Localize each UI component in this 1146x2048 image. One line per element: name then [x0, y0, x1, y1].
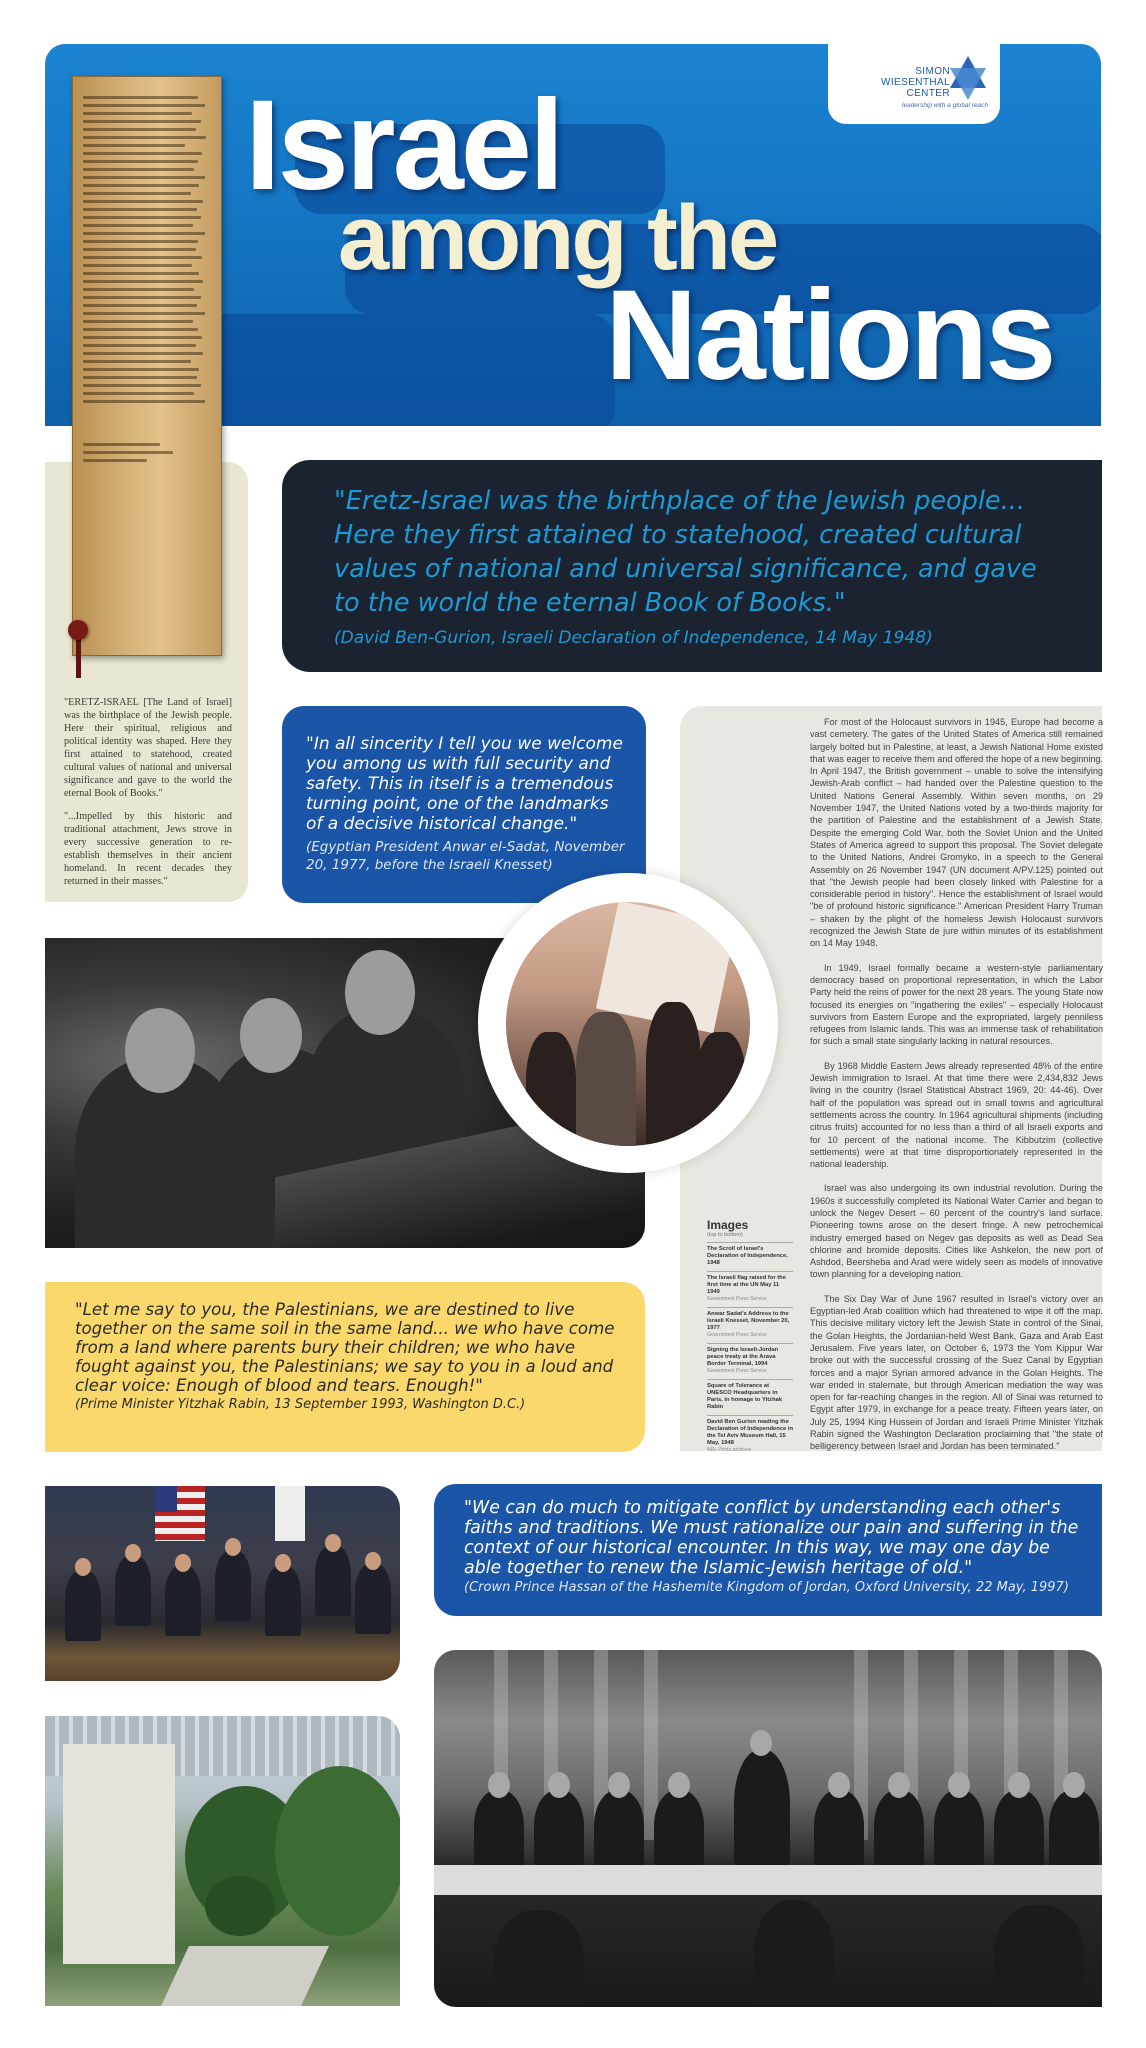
image-credit-caption: Signing the Israeli-Jordan peace treaty at the Arava Border Terminal, 1994	[707, 1347, 779, 1367]
history-para: For most of the Holocaust survivors in 1945, Europe had become a vast cemetery. The gates of the United States of America still remained largely bolted but in Palestine, at least, a Jewish National Home existed that was eager to receive them and offered the hope of a new beginning. In April 1947, the British government – unable to solve the intensifying Jewish-Arab conflict – had handed over the Palestine question to the United Nations General Assembly. Within seven months, on 29 November 1947, the United Nations voted by a two-thirds majority for the partition of Palestine and the establishment of a Jewish State. Despite the emerging Cold War, both the Soviet Union and the United States of America agreed to support this proposal. The Soviet delegate to the United Nations, Andrei Gromyko, in a speech to the General Assembly on 26 November 1947 (UN document A/PV.125) pointed out that "the Jewish people had been closely linked with Palestine for a considerable period in history". Hence the establishment of Israel would "be of profound historic significance." American President Harry Truman – shaken by the plight of the homeless Jewish Holocaust survivors recognized the Jewish State de jure within minutes of its establishment on 14 May 1948.	[810, 717, 1103, 949]
image-credit-item	[707, 1343, 793, 1379]
hassan-quote-text: "We can do much to mitigate conflict by understanding each other's faiths and traditions. We must rationalize our pain and suffering in the context of our historical encounter. In this way, we may one day be able together to renew the Islamic-Jewish heritage of old."	[464, 1498, 1079, 1578]
logo-line2: WIESENTHAL	[880, 77, 950, 88]
image-credit-source: NRL Photo archives	[707, 1447, 752, 1453]
history-para: Israel was also undergoing its own industrial revolution. During the 1960s it successfully completed its National Water Carrier and began to unlock the Negev Desert – 60 percent of the country's land surface. Pioneering towns arose on the desert fringe. A new petrochemical industry emerged based on Negev gas deposits as well as Dead Sea chlorine and bromide deposits. Cities like Ashkelon, the new port of Ashdod, Beersheba and Arad were widely seen as models of innovative town planning for a developing nation.	[810, 1183, 1103, 1280]
scroll-ribbon	[76, 638, 81, 678]
logo-line1: SIMON	[915, 66, 950, 77]
image-credit-item	[707, 1379, 793, 1415]
page-title-line3: Nations	[605, 264, 1054, 407]
peace-treaty-signing-photo	[45, 1486, 400, 1681]
image-credit-caption: Square of Tolerance at UNESCO Headquarters in Paris, in homage to Yitzhak Rabin	[707, 1383, 783, 1410]
sadat-quote	[282, 706, 646, 903]
star-of-david-icon	[946, 54, 990, 104]
rabin-quote	[45, 1282, 645, 1452]
image-credit-caption: The Israeli flag raised for the first time at the UN May 11 1949	[707, 1275, 786, 1295]
history-para: In 1949, Israel formally became a western-style parliamentary democracy based on proportional representation, in which the Labor Party held the reins of power for the next 28 years. The young State now focused its energies on "ingathering the exiles" – especially Holocaust survivors from Eastern Europe and the expropriated, largely penniless refugees from Islamic lands. This was an immense task of rehabilitation for such a small state singularly lacking in natural resources.	[810, 962, 1103, 1047]
history-para: The Six Day War of June 1967 resulted in Israel's victory over an Egyptian-led Arab coalition which had threatened to wipe it off the map. This decisive military victory left the Jewish State in control of the Sinai, the Golan Heights, the Jordanian-held West Bank, Gaza and Arab East Jerusalem. Five years later, on October 6, 1973 the Yom Kippur War broke out with the successful crossing of the Suez Canal by Egyptian forces and a major Syrian armored advance in the Golan Heights. The war ended in stalemate, but through American mediation the way was open for far-reaching changes in the region. All of Sinai was returned to Egypt after 1979, in exchange for a peace treaty. Fifteen years later, on July 25, 1994 King Hussein of Jordan and Israeli Prime Minister Yitzhak Rabin signed the Washington Declaration proclaiming that "the state of belligerency between Israel and Jordan has been terminated."	[810, 1293, 1103, 1452]
hassan-quote	[434, 1484, 1102, 1616]
image-credit-caption: Anwar Sadat's Address to the Israeli Knesset, November 20, 1977	[707, 1311, 790, 1331]
image-credit-item	[707, 1242, 793, 1271]
banner-stripe	[195, 314, 615, 426]
image-credits-heading: Images	[707, 1218, 749, 1232]
image-credit-source: Government Press Service	[707, 1296, 767, 1302]
image-credits-subheading: (top to bottom)	[707, 1232, 743, 1238]
page-title-line2: among the	[338, 187, 777, 289]
sadat-quote-source: (Egyptian President Anwar el-Sadat, November 20, 1977, before the Israeli Knesset)	[306, 839, 625, 873]
image-credits	[707, 1218, 793, 1458]
ben-gurion-quote	[282, 460, 1102, 672]
declaration-excerpt-para1: "ERETZ-ISRAEL [The Land of Israel] was the birthplace of the Jewish people. Here their spiritual, religious and political identity was shaped. Here they first attained to statehood, created cultural values of national and universal significance and gave to the world the eternal Book of Books."	[64, 697, 232, 799]
logo-line3: CENTER	[906, 88, 950, 99]
logo-tagline: leadership with a global reach	[902, 102, 988, 109]
ben-gurion-declaration-photo	[434, 1650, 1102, 2007]
declaration-scroll-image	[72, 76, 222, 656]
rabin-quote-text: "Let me say to you, the Palestinians, we are destined to live together on the same soil in the same land... we who have come from a land where parents bury their children; we who have fought against you, the Palestinians; we say to you in a loud and clear voice: Enough of blood and tears. Enough!"	[75, 1300, 615, 1395]
image-credit-source: Government Press Service	[707, 1332, 767, 1338]
page-title-line1: Israel	[245, 74, 562, 217]
image-credit-caption: The Scroll of Israel's Declaration of Independence, 1948	[707, 1246, 788, 1266]
image-credit-source: Government Press Service	[707, 1368, 767, 1374]
hassan-quote-source: (Crown Prince Hassan of the Hashemite Kingdom of Jordan, Oxford University, 22 May, 1997)	[464, 1580, 1069, 1595]
declaration-excerpt-para2: "...Impelled by this historic and traditional attachment, Jews strove in every successive generation to re-establish themselves in their ancient homeland. In recent decades they returned in their masses."	[64, 811, 232, 887]
un-flag-raising-photo	[506, 902, 750, 1146]
history-text	[810, 716, 1103, 1465]
declaration-excerpt	[64, 696, 232, 898]
unesco-square-photo	[45, 1716, 400, 2006]
image-credit-item	[707, 1271, 793, 1307]
logo-wordmark	[838, 66, 950, 99]
ben-gurion-quote-text: "Eretz-Israel was the birthplace of the Jewish people... Here they first attained to statehood, created cultural values of national and universal significance, and gave to the world the eternal Book of Books."	[334, 486, 1037, 618]
ben-gurion-quote-source: (David Ben-Gurion, Israeli Declaration of Independence, 14 May 1948)	[334, 628, 933, 648]
image-credit-caption: David Ben Gurion reading the Declaration of Independence in the Tel Aviv Museum Hall, 15 May, 1948	[707, 1419, 794, 1446]
image-credit-item	[707, 1307, 793, 1343]
wax-seal	[68, 620, 88, 640]
rabin-quote-source: (Prime Minister Yitzhak Rabin, 13 September 1993, Washington D.C.)	[75, 1397, 526, 1412]
history-para: By 1968 Middle Eastern Jews already represented 48% of the entire Jewish immigration to Israel. At that time there were 2,434,832 Jews living in the country (Israel Statistical Abstract 1969, 20: 44-46). Over half of the population was spread out in small towns and agricultural settlements across the country. In 1964 agricultural shipments (including citrus fruits) accounted for no less than a third of all Israeli exports and for 10 percent of the national income. The Kibbutzim (collective settlements) were at that time disproportionately represented in the national leadership.	[810, 1060, 1103, 1170]
sadat-quote-text: "In all sincerity I tell you we welcome you among us with full security and safety. This in itself is a tremendous turning point, one of the landmarks of a decisive historical change."	[306, 734, 623, 834]
image-credit-item	[707, 1415, 793, 1458]
